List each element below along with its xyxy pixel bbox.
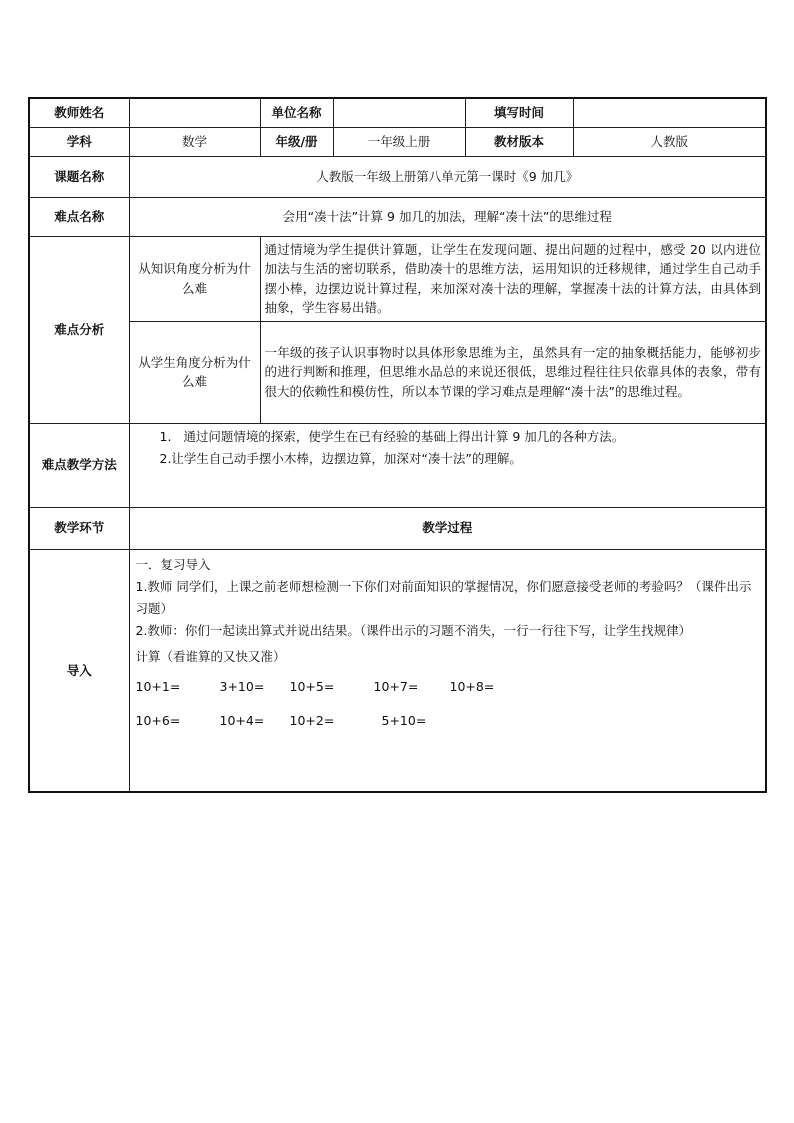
lesson-title-row [29,156,766,197]
fill-time-value [573,98,766,127]
teacher-name-value [129,98,260,127]
subject-label: 学科 [29,127,129,156]
calc-item: 10+2= [289,712,335,728]
info-row-1 [29,98,766,127]
calc-row-1 [136,672,760,702]
calc-item: 10+7= [373,678,419,694]
calc-item: 10+5= [289,678,335,694]
calc-item: 10+1= [135,678,181,694]
subject-value: 数学 [129,127,260,156]
lesson-plan-table [28,97,767,793]
teaching-process-label: 教学过程 [129,507,766,549]
info-row-2 [29,127,766,156]
teaching-stage-label: 教学环节 [29,507,129,549]
teaching-method-content [129,423,766,507]
method-item-1: 1. 通过问题情境的探索，使学生在已有经验的基础上得出计算 9 加几的各种方法。 [159,428,625,444]
process-header-row [29,507,766,549]
review-step-title: 一．复习导入 [135,556,211,572]
difficulty-name-row [29,197,766,236]
analysis-knowledge-row [29,236,766,321]
calc-item: 10+4= [219,712,265,728]
review-step-1: 1.教师 同学们，上课之前老师想检测一下你们对前面知识的掌握情况，你们愿意接受老师的考验吗？（课件出示习题） [135,578,752,616]
teaching-method-row [29,423,766,507]
intro-content [129,549,766,792]
calc-title: 计算（看谁算的又快又准） [135,648,286,664]
textbook-value: 人教版 [573,127,766,156]
difficulty-analysis-label: 难点分析 [29,236,129,423]
method-item-2: 2.让学生自己动手摆小木棒，边摆边算，加深对“凑十法”的理解。 [159,450,522,466]
calc-item: 3+10= [219,678,265,694]
difficulty-name-label: 难点名称 [29,197,129,236]
unit-name-value [333,98,465,127]
unit-name-label: 单位名称 [260,98,333,127]
student-angle-text: 一年级的孩子认识事物时以具体形象思维为主，虽然具有一定的抽象概括能力，能够初步的进行判断和推理，但思维水品总的来说还很低，思维过程往往只依靠具体的表象，带有很大的依赖性和模仿性，所以本节课的学习难点是理解“凑十法”的思维过程。 [260,321,766,423]
calc-row-2 [136,706,760,736]
lesson-title-label: 课题名称 [29,156,129,197]
knowledge-angle-text: 通过情境为学生提供计算题，让学生在发现问题、提出问题的过程中，感受 20 以内进位加法与生活的密切联系，借助凑十的思维方法，运用知识的迁移规律，通过学生自己动手摆小棒，边摆边说计算过程，来加深对凑十法的理解，掌握凑十法的计算方法，由具体到抽象，学生容易出错。 [260,236,766,321]
intro-label: 导入 [29,549,129,792]
lesson-title-value: 人教版一年级上册第八单元第一课时《9 加几》 [129,156,766,197]
grade-value: 一年级上册 [333,127,465,156]
analysis-student-row [29,321,766,423]
calc-item: 10+8= [449,678,495,694]
teacher-name-label: 教师姓名 [29,98,129,127]
student-angle-label: 从学生角度分析为什么难 [129,321,260,423]
intro-row [29,549,766,792]
review-step-2: 2.教师：你们一起读出算式并说出结果。（课件出示的习题不消失，一行一行往下写，让学生找规律） [135,622,692,638]
calc-item: 10+6= [135,712,181,728]
difficulty-name-value: 会用“凑十法”计算 9 加几的加法，理解“凑十法”的思维过程 [129,197,766,236]
grade-label: 年级/册 [260,127,333,156]
calc-item: 5+10= [381,712,427,728]
knowledge-angle-label: 从知识角度分析为什么难 [129,236,260,321]
fill-time-label: 填写时间 [465,98,573,127]
textbook-label: 教材版本 [465,127,573,156]
teaching-method-label: 难点教学方法 [29,423,129,507]
